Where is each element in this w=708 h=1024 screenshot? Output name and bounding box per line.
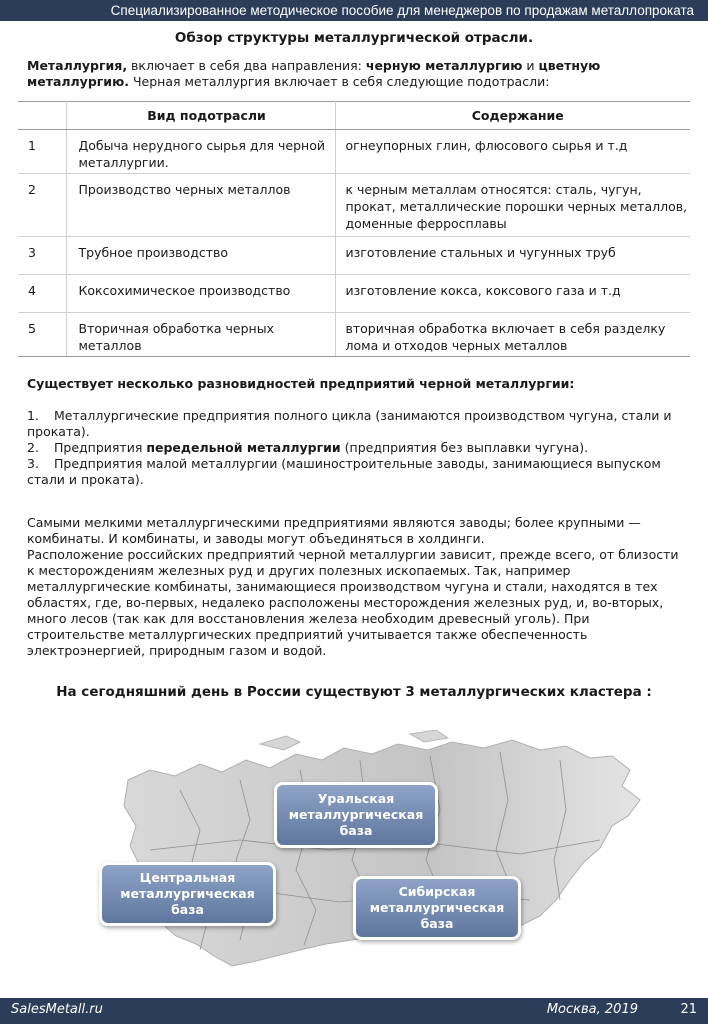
- header-title: Специализированное методическое пособие для менеджеров по продажам металлопроката: [110, 3, 694, 18]
- badge-line: база: [420, 916, 454, 931]
- list-item: [27, 456, 687, 488]
- map-island: [260, 736, 300, 750]
- intro-black-metallurgy: черную металлургию: [365, 58, 523, 73]
- badge-line: металлургическая: [120, 886, 255, 901]
- badge-line: металлургическая: [369, 900, 505, 915]
- badge-line: Уральская: [317, 791, 395, 806]
- column-header-kind: Вид подотрасли: [66, 102, 335, 130]
- row-kind: Коксохимическое производство: [66, 275, 335, 313]
- subsector-table: [18, 101, 690, 357]
- intro-text: включает в себя два направления:: [127, 58, 366, 73]
- row-number: 5: [18, 313, 66, 357]
- row-content: к черным металлам относятся: сталь, чугун, прокат, металлические порошки черных металлов, доменные ферросплавы: [335, 174, 690, 237]
- badge-line: Сибирская: [398, 884, 476, 899]
- row-number: 4: [18, 275, 66, 313]
- footer-site: SalesMetall.ru: [11, 1002, 103, 1017]
- badge-line: Центральная: [139, 870, 236, 885]
- footer-bar: [0, 998, 708, 1024]
- table-row: [18, 130, 690, 174]
- row-kind: Производство черных металлов: [66, 174, 335, 237]
- page-title: Обзор структуры металлургической отрасли.: [174, 30, 534, 46]
- list-number: 2.: [27, 440, 39, 455]
- list-item: [27, 440, 687, 456]
- badge-line: база: [171, 902, 204, 917]
- intro-text: и: [522, 58, 539, 73]
- enterprise-types-title: Существует несколько разновидностей предприятий черной металлургии:: [27, 376, 575, 391]
- clusters-title: На сегодняшний день в России существуют 3 металлургических кластера :: [56, 684, 652, 700]
- intro-term: Металлургия,: [27, 58, 128, 73]
- intro-text: Черная металлургия включает в себя следующие подотрасли:: [128, 74, 550, 89]
- intro-paragraph: [27, 58, 687, 90]
- list-bold-term: передельной металлургии: [146, 440, 341, 455]
- table-header-row: [18, 102, 690, 130]
- list-text: Предприятия малой металлургии (машиностроительные заводы, занимающиеся выпуском стали и проката).: [27, 456, 661, 487]
- row-kind: Вторичная обработка черных металлов: [66, 313, 335, 357]
- location-paragraph: [27, 515, 687, 659]
- ural-metallurgical-base: [274, 782, 438, 848]
- central-metallurgical-base: [99, 862, 276, 926]
- row-content: вторичная обработка включает в себя разделку лома и отходов черных металлов: [335, 313, 690, 357]
- row-content: изготовление кокса, коксового газа и т.д: [335, 275, 690, 313]
- list-item: [27, 408, 687, 440]
- column-header-number: [18, 102, 66, 130]
- row-number: 2: [18, 174, 66, 237]
- table-row: [18, 237, 690, 275]
- paragraph-text: Расположение российских предприятий черной металлургии зависит, прежде всего, от близости к месторождениям железных руд и других полезных ископаемых. Так, например металлургические комбинаты, занимающиеся производством чугуна и стали, находятся в тех областях, где, во-первых, недалеко расположены месторождения железных руд, и, во-вторых, много лесов (так как для восстановления железа необходим древесный уголь). При строительстве металлургических предприятий учитывается также обеспеченность электроэнергией, природным газом и водой.: [27, 547, 679, 658]
- header-bar: [0, 0, 708, 21]
- list-text: Предприятия: [54, 440, 147, 455]
- enterprise-types-list: [27, 408, 687, 488]
- footer-city-year: Москва, 2019: [546, 1002, 638, 1017]
- row-content: изготовление стальных и чугунных труб: [335, 237, 690, 275]
- list-number: 1.: [27, 408, 39, 423]
- list-text: Металлургические предприятия полного цикла (занимаются производством чугуна, стали и проката).: [27, 408, 672, 439]
- badge-line: металлургическая: [288, 807, 424, 822]
- map-island: [410, 730, 448, 742]
- row-number: 1: [18, 130, 66, 174]
- row-kind: Трубное производство: [66, 237, 335, 275]
- table-row: [18, 174, 690, 237]
- row-kind: Добыча нерудного сырья для черной металлургии.: [66, 130, 335, 174]
- column-header-content: Содержание: [335, 102, 690, 130]
- row-number: 3: [18, 237, 66, 275]
- list-number: 3.: [27, 456, 39, 471]
- badge-line: база: [339, 823, 373, 838]
- list-text: (предприятия без выплавки чугуна).: [340, 440, 589, 455]
- siberian-metallurgical-base: [353, 876, 521, 940]
- paragraph-text: Самыми мелкими металлургическими предприятиями являются заводы; более крупными — комбинаты. И комбинаты, и заводы могут объединяться в холдинги.: [27, 515, 641, 546]
- table-row: [18, 275, 690, 313]
- row-content: огнеупорных глин, флюсового сырья и т.д: [335, 130, 690, 174]
- table-row: [18, 313, 690, 357]
- page-number: 21: [680, 1002, 697, 1017]
- intro-nonferrous-metallurgy: цветную металлургию.: [27, 58, 601, 89]
